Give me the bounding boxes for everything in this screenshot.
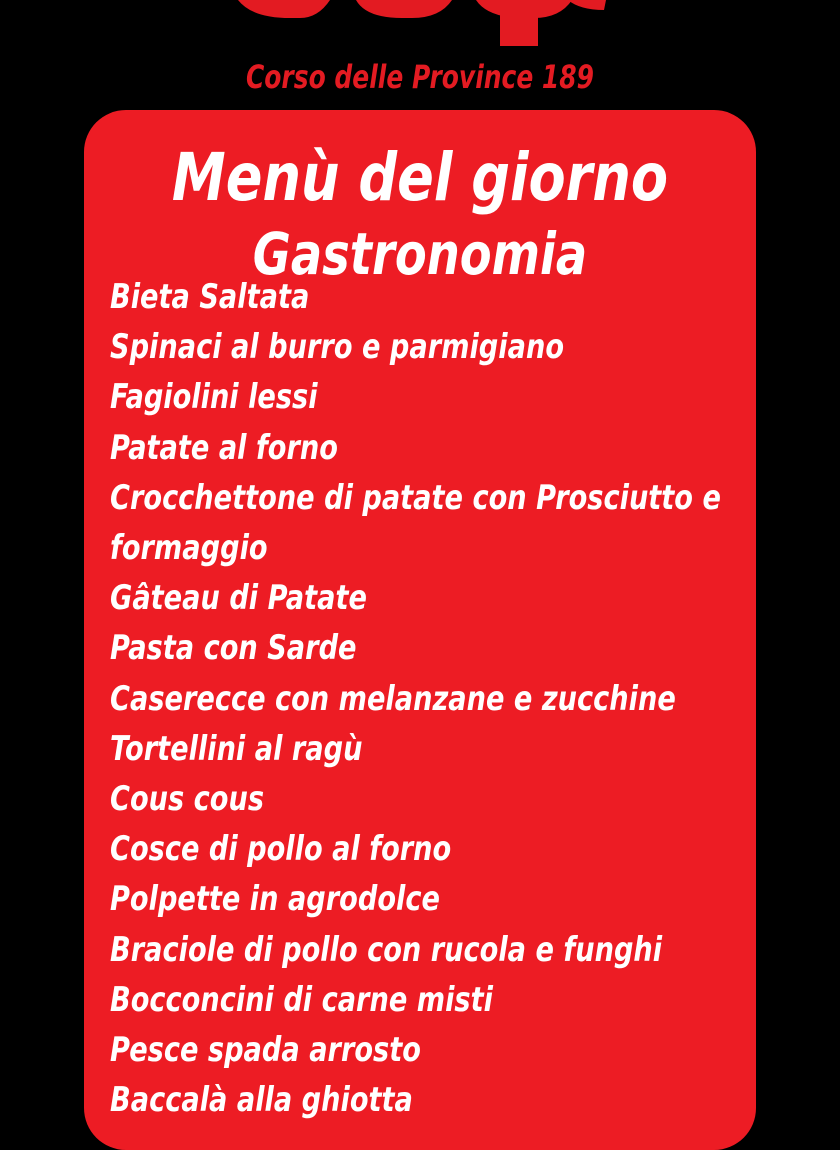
menu-item: Bieta Saltata [110, 277, 310, 317]
brand-logo-graphic [0, 0, 840, 50]
menu-item: Gâteau di Patate [110, 578, 367, 619]
menu-item: Pasta con Sarde [110, 628, 357, 669]
brand-logo [0, 0, 840, 50]
menu-subtitle: Gastronomia [252, 220, 588, 288]
menu-item: Pesce spada arrosto [110, 1030, 421, 1071]
menu-card [84, 110, 756, 1150]
menu-item: Cous cous [110, 779, 265, 820]
menu-title: Menù del giorno [171, 139, 669, 216]
menu-item: Polpette in agrodolce [110, 879, 440, 920]
menu-item: Crocchettone di patate con Prosciutto e [110, 477, 721, 518]
menu-item: Patate al forno [110, 427, 338, 468]
menu-item: Caserecce con melanzane e zucchine [110, 678, 676, 719]
menu-item: Spinaci al burro e parmigiano [110, 327, 565, 368]
menu-items-list [110, 272, 750, 1125]
menu-item: Fagiolini lessi [110, 377, 318, 418]
menu-item: formaggio [110, 528, 268, 569]
menu-item: Tortellini al ragù [110, 728, 363, 769]
store-address: Corso delle Province 189 [245, 58, 595, 96]
menu-item: Bocconcini di carne misti [110, 979, 493, 1020]
menu-item: Braciole di pollo con rucola e funghi [110, 929, 663, 970]
menu-item: Cosce di pollo al forno [110, 829, 452, 870]
menu-item: Baccalà alla ghiotta [110, 1080, 413, 1121]
